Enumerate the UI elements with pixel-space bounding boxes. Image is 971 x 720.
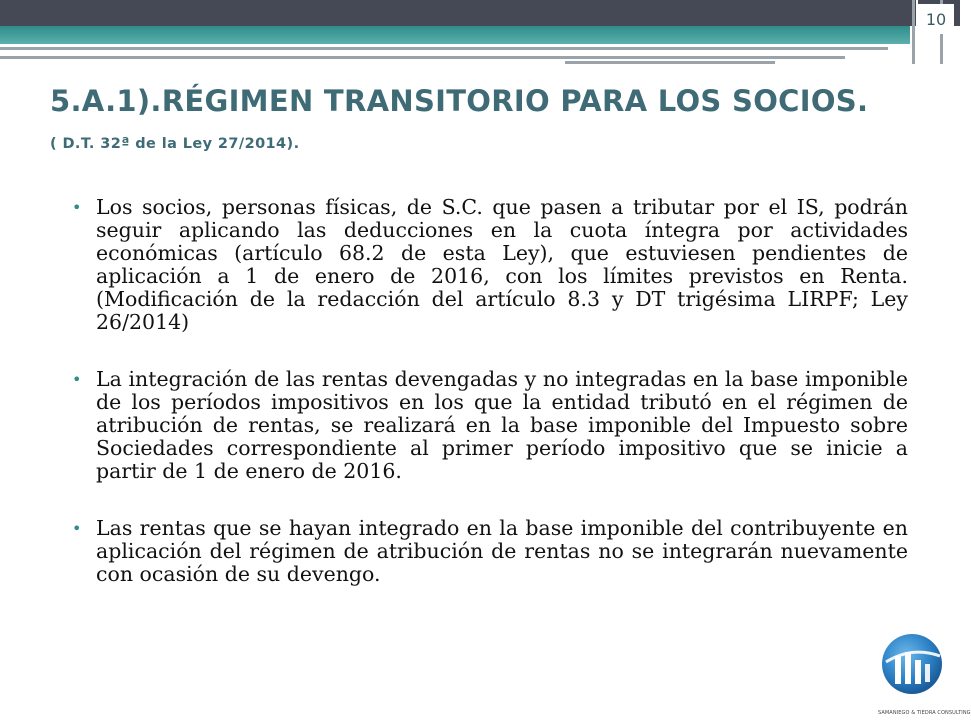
slide-subtitle: ( D.T. 32ª de la Ley 27/2014). [50, 136, 300, 152]
bullet-icon: • [72, 519, 82, 538]
bullet-item [72, 517, 908, 586]
bullet-item [72, 196, 908, 334]
logo-globe-icon [880, 632, 944, 696]
slide-title: 5.A.1).RÉGIMEN TRANSITORIO PARA LOS SOCIOS. [50, 84, 869, 118]
bullet-list [72, 196, 908, 620]
bullet-icon: • [72, 370, 82, 389]
decorative-line [565, 61, 775, 64]
bullet-item [72, 368, 908, 483]
decorative-vertical-line [912, 0, 915, 64]
decorative-line [0, 56, 845, 59]
logo-text: SAMANIEGO & TIEDRA CONSULTING [878, 710, 971, 716]
bullet-icon: • [72, 198, 82, 217]
decorative-line [0, 44, 910, 46]
bullet-text: Las rentas que se hayan integrado en la base imponible del contribuyente en aplicación del régimen de atribución de rentas no se integrarán nuevamente con ocasión de su devengo. [96, 516, 908, 586]
slide-number: 10 [918, 4, 954, 34]
bullet-text: Los socios, personas físicas, de S.C. que pasen a tributar por el IS, podrán seguir aplicando las deducciones en la cuota íntegra por actividades económicas (artículo 68.2 de esta Ley), que estuviesen pendientes de aplicación a 1 de enero de 2016, con los límites previstos en Renta. (Modificación de la redacción del artículo 8.3 y DT trigésima LIRPF; Ley 26/2014) [96, 195, 908, 334]
top-header-bar [0, 0, 960, 26]
bullet-text: La integración de las rentas devengadas y no integradas en la base imponible de los períodos impositivos en los que la entidad tributó en el régimen de atribución de rentas, se realizará en la base imponible del Impuesto sobre Sociedades correspondiente al primer período impositivo que se inicie a partir de 1 de enero de 2016. [96, 367, 908, 483]
company-logo [878, 632, 971, 716]
decorative-line [0, 47, 888, 50]
teal-decorative-band [0, 26, 910, 44]
